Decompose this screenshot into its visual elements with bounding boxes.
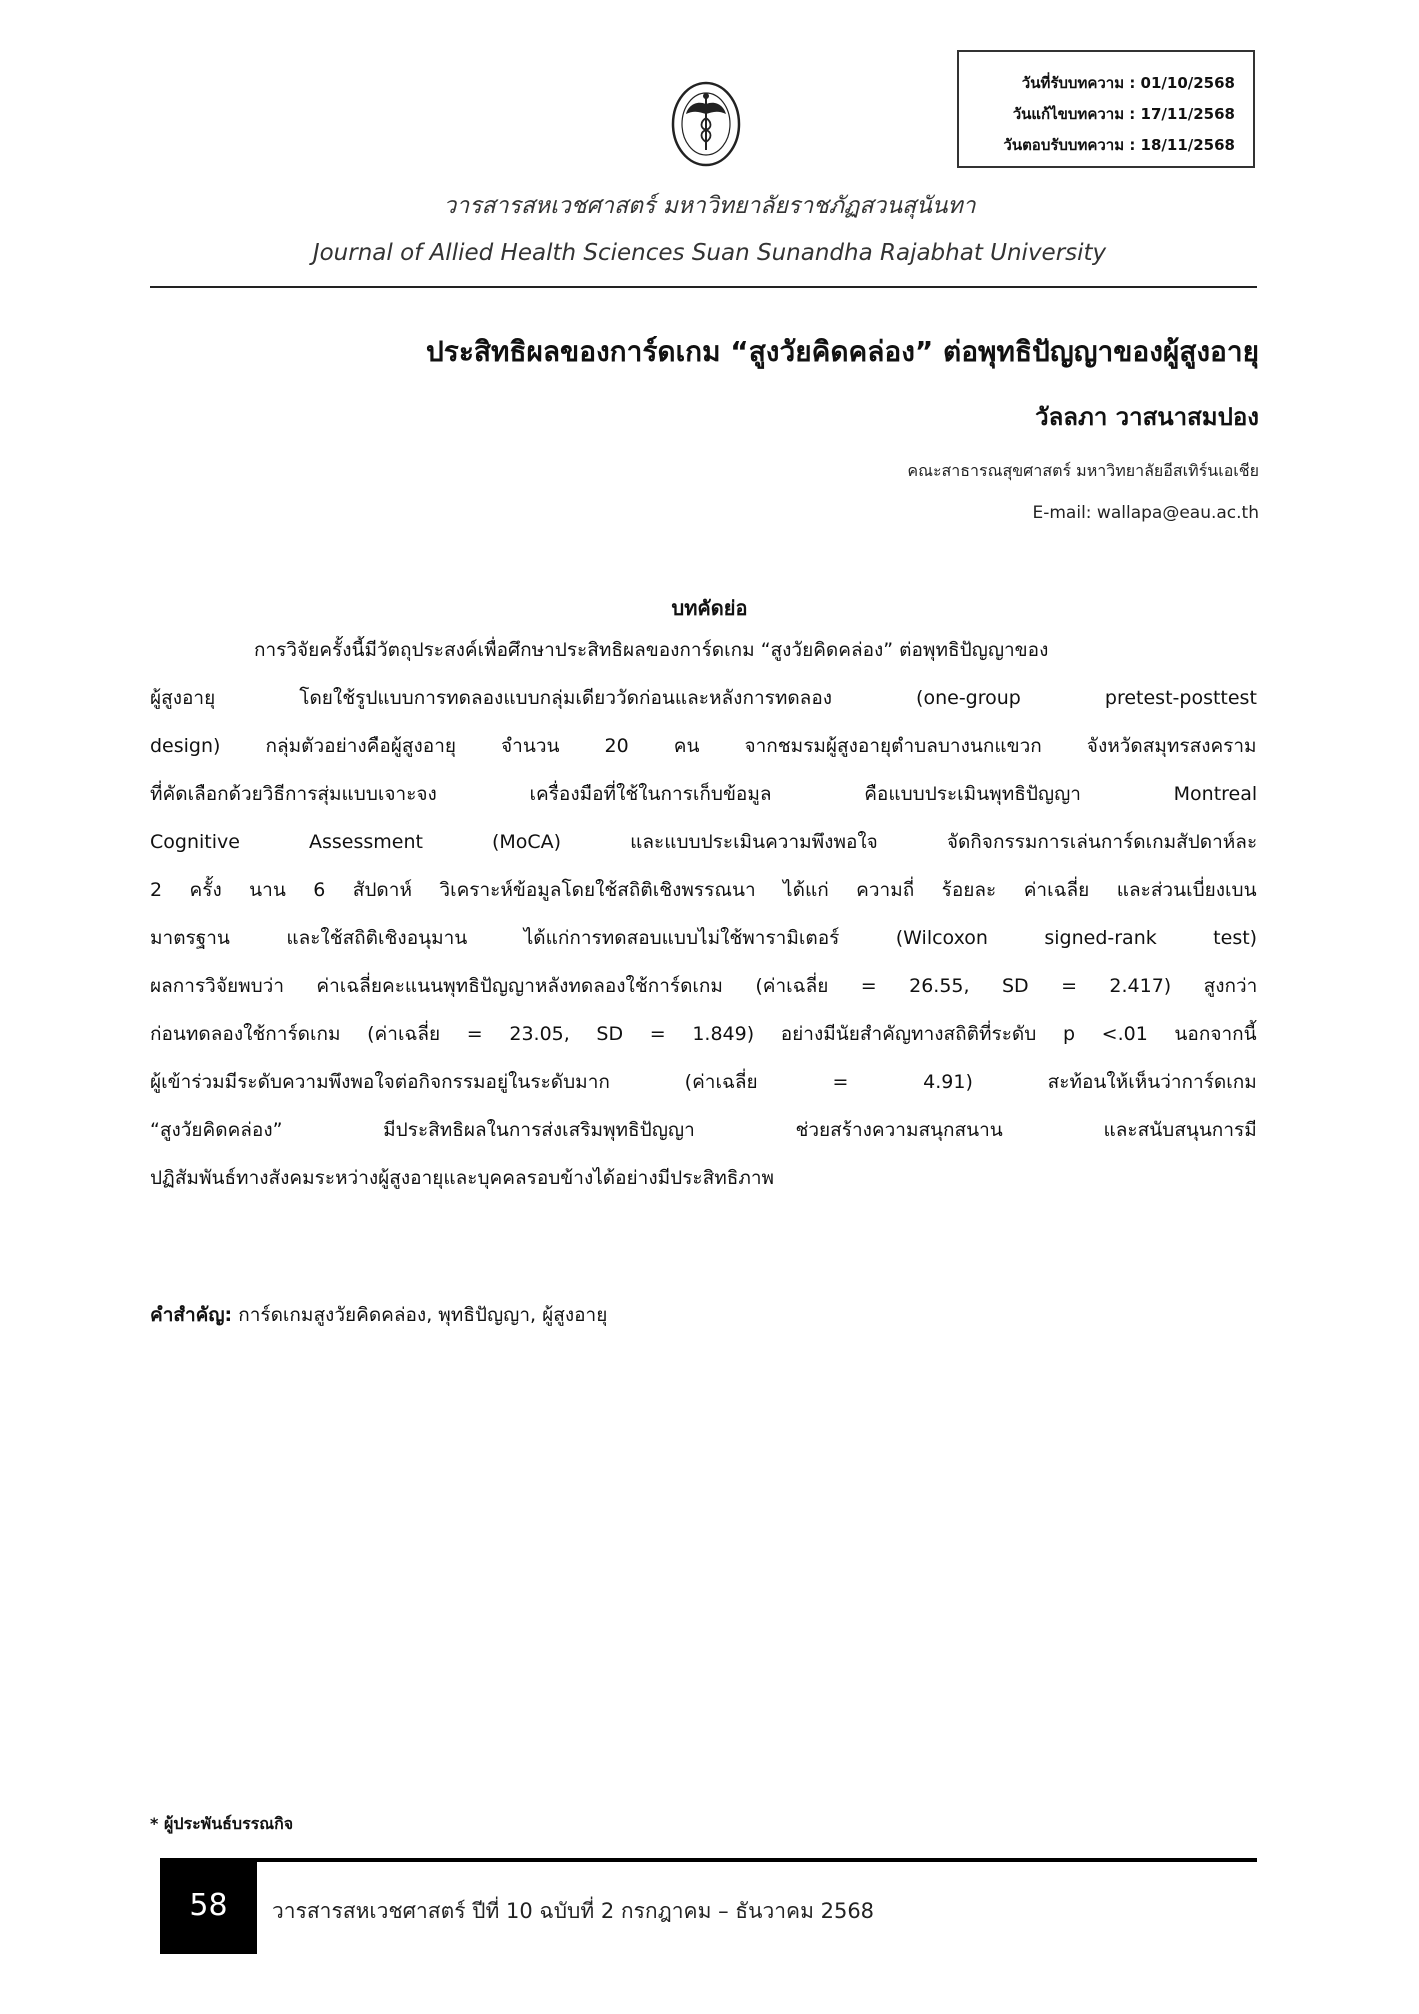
abstract-line: ที่คัดเลือกด้วยวิธีการสุ่มแบบเจาะจง เครื่องมือที่ใช้ในการเก็บข้อมูล คือแบบประเมินพุทธิปัญญา Montreal <box>150 783 1258 805</box>
revised-date: วันแก้ไขบทความ : 17/11/2568 <box>1012 105 1235 123</box>
review-dates-box <box>957 50 1255 168</box>
journal-name-english: Journal of Allied Health Sciences Suan Sunandha Rajabhat University <box>312 240 1107 266</box>
abstract-line: 2 ครั้ง นาน 6 สัปดาห์ วิเคราะห์ข้อมูลโดยใช้สถิติเชิงพรรณนา ได้แก่ ความถี่ ร้อยละ ค่าเฉลี่ย และส่วนเบี่ยงเบน <box>150 879 1257 901</box>
header-divider <box>150 286 1257 288</box>
author-affiliation: คณะสาธารณสุขศาสตร์ มหาวิทยาลัยอีสเทิร์นเอเชีย <box>907 461 1259 480</box>
abstract-line: ก่อนทดลองใช้การ์ดเกม (ค่าเฉลี่ย = 23.05, SD = 1.849) อย่างมีนัยสำคัญทางสถิติที่ระดับ p <.01 นอกจากนี้ <box>150 1023 1257 1045</box>
keywords-text: การ์ดเกมสูงวัยคิดคล่อง, พุทธิปัญญา, ผู้สูงอายุ <box>238 1304 608 1326</box>
page-number: 58 <box>160 1862 257 1954</box>
received-date: วันที่รับบทความ : 01/10/2568 <box>1021 74 1235 92</box>
abstract-line: มาตรฐาน และใช้สถิติเชิงอนุมาน ได้แก่การทดสอบแบบไม่ใช้พารามิเตอร์ (Wilcoxon signed-rank test) <box>150 927 1258 949</box>
abstract-line: ผู้เข้าร่วมมีระดับความพึงพอใจต่อกิจกรรมอยู่ในระดับมาก (ค่าเฉลี่ย = 4.91) สะท้อนให้เห็นว่าการ์ดเกม <box>150 1071 1257 1093</box>
journal-name-thai: วารสารสหเวชศาสตร์ มหาวิทยาลัยราชภัฏสวนสุนันทา <box>443 193 976 219</box>
footer-journal-issue: วารสารสหเวชศาสตร์ ปีที่ 10 ฉบับที่ 2 กรกฎาคม – ธันวาคม 2568 <box>272 1899 875 1923</box>
abstract-line: ผลการวิจัยพบว่า ค่าเฉลี่ยคะแนนพุทธิปัญญาหลังทดลองใช้การ์ดเกม (ค่าเฉลี่ย = 26.55, SD = 2.417) สูงกว่า <box>150 975 1258 997</box>
abstract-line: Cognitive Assessment (MoCA) และแบบประเมินความพึงพอใจ จัดกิจกรรมการเล่นการ์ดเกมสัปดาห์ละ <box>150 831 1258 853</box>
abstract-line: “สูงวัยคิดคล่อง” มีประสิทธิผลในการส่งเสริมพุทธิปัญญา ช่วยสร้างความสนุกสนาน และสนับสนุนการมี <box>150 1119 1257 1141</box>
article-title: ประสิทธิผลของการ์ดเกม “สูงวัยคิดคล่อง” ต่อพุทธิปัญญาของผู้สูงอายุ <box>426 335 1259 368</box>
corresponding-author-footnote: * ผู้ประพันธ์บรรณกิจ <box>150 1814 294 1833</box>
abstract-line: การวิจัยครั้งนี้มีวัตถุประสงค์เพื่อศึกษาประสิทธิผลของการ์ดเกม “สูงวัยคิดคล่อง” ต่อพุทธิปัญญาของ <box>254 639 1049 661</box>
keywords-label: คำสำคัญ: <box>150 1304 233 1326</box>
accepted-date: วันตอบรับบทความ : 18/11/2568 <box>1003 136 1235 154</box>
abstract-line: design) กลุ่มตัวอย่างคือผู้สูงอายุ จำนวน 20 คน จากชมรมผู้สูงอายุตำบลบางนกแขวก จังหวัดสมุทรสงคราม <box>150 735 1257 757</box>
author-email: E-mail: wallapa@eau.ac.th <box>1032 503 1259 523</box>
footer-divider <box>160 1858 1257 1862</box>
university-seal-icon <box>670 80 742 168</box>
article-author: วัลลภา วาสนาสมปอง <box>1035 403 1259 431</box>
keywords <box>150 1300 607 1330</box>
abstract-line: ปฏิสัมพันธ์ทางสังคมระหว่างผู้สูงอายุและบุคคลรอบข้างได้อย่างมีประสิทธิภาพ <box>150 1167 775 1189</box>
abstract-heading: บทคัดย่อ <box>671 596 748 620</box>
abstract-line: ผู้สูงอายุ โดยใช้รูปแบบการทดลองแบบกลุ่มเดียววัดก่อนและหลังการทดลอง (one-group pretest-posttest <box>150 687 1257 709</box>
